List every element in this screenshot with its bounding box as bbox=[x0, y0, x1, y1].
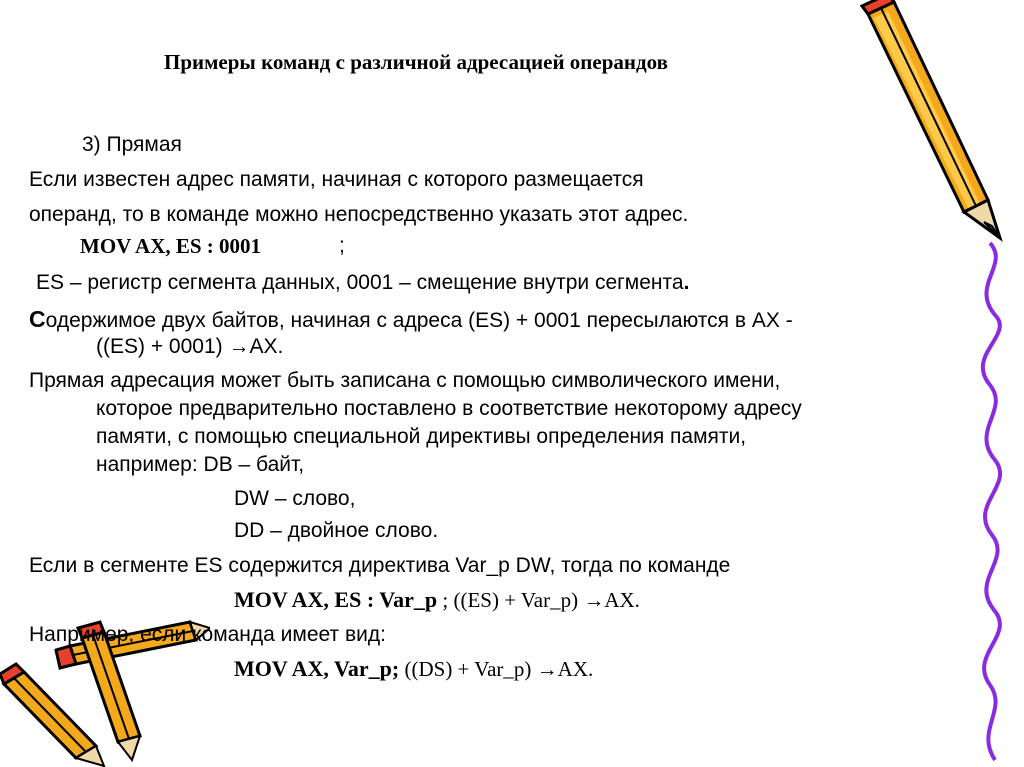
paragraph-line: памяти, с помощью специальной директивы определения памяти, bbox=[96, 425, 747, 448]
scribble-path bbox=[983, 243, 1000, 760]
paragraph-line: Если известен адрес памяти, начиная с которого размещается bbox=[29, 168, 644, 191]
register-name: ES bbox=[36, 271, 65, 294]
paragraph-line: ((ES) + 0001) →AX. bbox=[96, 335, 284, 358]
section-heading: 3) Прямая bbox=[82, 133, 182, 156]
code-semicolon: ; bbox=[339, 234, 345, 257]
drop-capital: С bbox=[29, 306, 46, 332]
paragraph-line: Если в сегменте ES содержится директива Var_p DW, тогда по команде bbox=[29, 554, 731, 577]
period: . bbox=[683, 271, 690, 294]
paragraph-line: например: DB – байт, bbox=[96, 453, 305, 476]
code-comment: ((DS) + Var_p) →AX. bbox=[399, 657, 594, 681]
code-command: MOV AX, ES : Var_p bbox=[234, 587, 438, 612]
paragraph-line: которое предварительно поставлено в соответствие некоторому адресу bbox=[96, 397, 802, 420]
paragraph-line: Например, если команда имеет вид: bbox=[29, 623, 386, 646]
code-line bbox=[234, 588, 640, 613]
paragraph-text: – регистр сегмента данных, 0001 – смещение внутри сегмента bbox=[64, 271, 684, 294]
paragraph-line: операнд, то в команде можно непосредственно указать этот адрес. bbox=[29, 203, 689, 226]
scribble-line-decoration bbox=[950, 235, 1024, 765]
paragraph-text: одержимое двух байтов, начиная с адреса (ES) + 0001 пересылаются в AX - bbox=[45, 309, 793, 332]
paragraph-line bbox=[29, 307, 793, 333]
pencil-icon-top-right bbox=[860, 0, 1010, 245]
paragraph-line bbox=[36, 271, 689, 295]
code-command: MOV AX, ES : 0001 bbox=[80, 234, 262, 258]
directive-list-item: DW – слово, bbox=[234, 487, 356, 510]
code-comment: ; ((ES) + Var_p) →AX. bbox=[437, 588, 640, 612]
paragraph-line: Прямая адресация может быть записана с помощью символического имени, bbox=[29, 369, 781, 392]
page-title: Примеры команд с различной адресацией операндов bbox=[164, 50, 668, 74]
code-line bbox=[234, 657, 593, 682]
directive-list-item: DD – двойное слово. bbox=[234, 519, 439, 542]
code-command: MOV AX, Var_p; bbox=[234, 656, 400, 681]
